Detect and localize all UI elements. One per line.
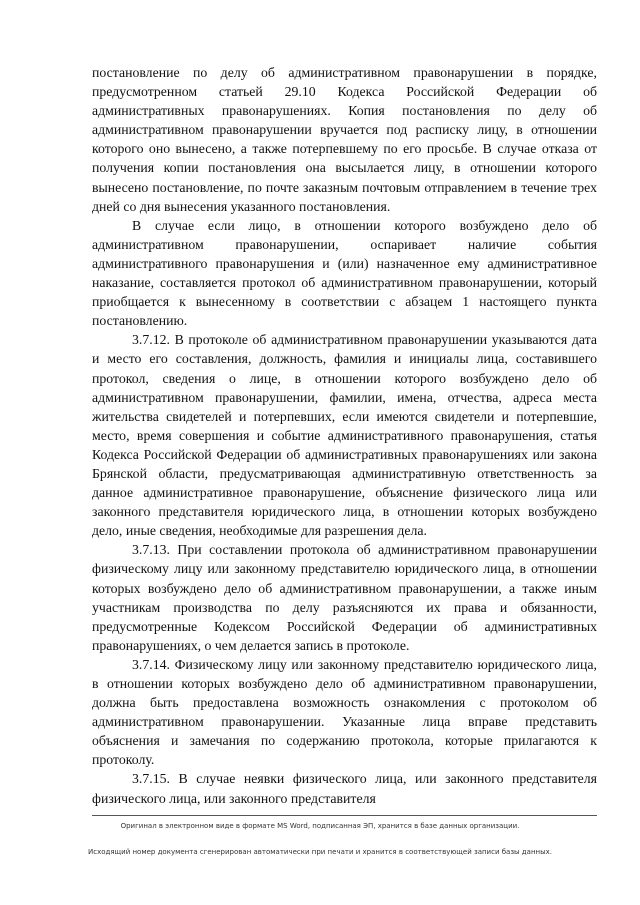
paragraph-3-7-14: 3.7.14. Физическому лицу или законному представителю юридического лица, в отношении которых возбуждено дело об административном правонарушении, должна быть предоставлена возможность ознакомления с протоколом об административном правонарушении. Указанные лица вправе представить объяснения и замечания по содержанию протокола, которые прилагаются к протоколу.	[92, 656, 597, 768]
footer-note-outgoing-number: Исходящий номер документа сгенерирован автоматически при печати и хранится в соответствующей записи базы данных.	[88, 848, 552, 856]
paragraph-continuation: постановление по делу об административном правонарушении в порядке, предусмотренном статьей 29.10 Кодекса Российской Федерации об административных правонарушениях. Копия постановления по делу об административном правонарушении вручается под расписку лицу, в отношении которого оно вынесено, а также потерпевшему по его просьбе. В случае отказа от получения копии постановления она высылается лицу, в отношении которого вынесено постановление, по почте заказным почтовым отправлением в течение трех дней со дня вынесения указанного постановления.	[92, 65, 597, 214]
document-body	[92, 63, 597, 808]
paragraph: В случае если лицо, в отношении которого возбуждено дело об административном правонарушении, оспаривает наличие события административного правонарушения и (или) назначенное ему административное наказание, составляется протокол об административном правонарушении, который приобщается к вынесенному в соответствии с абзацем 1 настоящего пункта постановлению.	[92, 217, 597, 329]
paragraph-3-7-13: 3.7.13. При составлении протокола об административном правонарушении физическому лицу или законному представителю юридического лица, в отношении которых возбуждено дело об административном правонарушении, а также иным участникам производства по делу разъясняются их права и обязанности, предусмотренные Кодексом Российской Федерации об административных правонарушениях, о чем делается запись в протоколе.	[92, 542, 597, 653]
paragraph-3-7-12: 3.7.12. В протоколе об административном правонарушении указываются дата и место его составления, должность, фамилия и инициалы лица, составившего протокол, сведения о лице, в отношении которого возбуждено дело об административном правонарушении, фамилии, имена, отчества, адреса места жительства свидетелей и потерпевших, если имеются свидетели и потерпевшие, место, время совершения и событие административного правонарушения, статья Кодекса Российской Федерации об административных правонарушениях или закона Брянской области, предусматривающая административную ответственность за данное административное правонарушение, объяснение физического лица или законного представителя юридического лица, в отношении которых возбуждено дело, иные сведения, необходимые для разрешения дела.	[92, 332, 597, 539]
paragraph-3-7-15: 3.7.15. В случае неявки физического лица, или законного представителя физического лица, или законного представителя	[92, 771, 597, 806]
footer-note-original: Оригинал в электронном виде в формате MS Word, подписанная ЭП, хранится в базе данных организации.	[120, 822, 520, 830]
footer-divider	[92, 815, 597, 816]
